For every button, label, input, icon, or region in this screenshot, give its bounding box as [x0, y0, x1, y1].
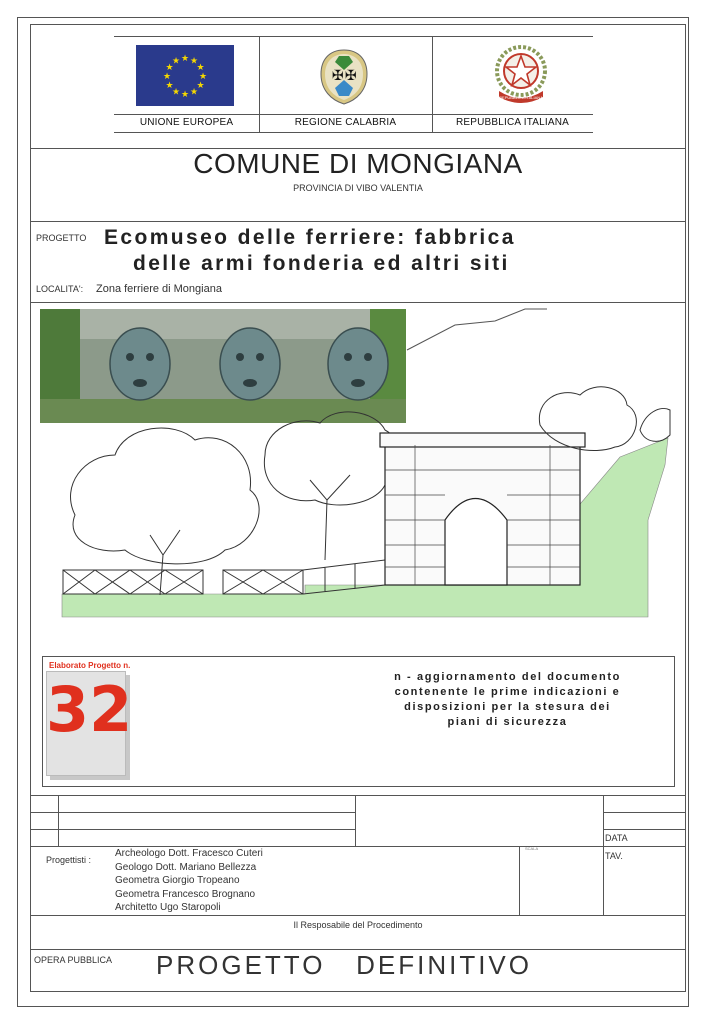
provincia-label: PROVINCIA DI VIBO VALENTIA [293, 183, 423, 193]
calabria-crest-icon [319, 48, 369, 106]
team-member: Architetto Ugo Staropoli [115, 902, 221, 913]
tav-label: TAV. [605, 851, 623, 861]
description-line: n - aggiornamento del documento [394, 671, 621, 683]
localita-label: LOCALITA': [36, 284, 84, 294]
svg-text:★: ★ [189, 56, 199, 67]
svg-text:★: ★ [196, 63, 205, 73]
progetto-label: PROGETTO [36, 233, 87, 243]
comune-title: COMUNE DI MONGIANA [193, 148, 523, 179]
svg-text:★: ★ [196, 81, 205, 91]
logo-label-eu: UNIONE EUROPEA [139, 117, 234, 128]
svg-text:✠: ✠ [345, 68, 357, 84]
svg-text:★: ★ [171, 87, 181, 98]
project-title-line1: Ecomuseo delle ferriere: fabbrica [104, 226, 516, 249]
svg-text:★: ★ [189, 87, 199, 98]
elaborato-description [365, 670, 650, 730]
description-line: disposizioni per la stesura dei [404, 701, 611, 713]
svg-text:★: ★ [165, 81, 174, 91]
svg-text:★: ★ [162, 72, 172, 82]
responsabile-label: Il Resposabile del Procedimento [293, 920, 423, 930]
elaborato-number: 32 [46, 673, 133, 746]
eu-flag-icon [136, 45, 234, 106]
logo-header [114, 36, 593, 132]
progettisti-label: Progettisti : [46, 855, 92, 865]
project-title-line2: delle armi fonderia ed altri siti [133, 252, 510, 275]
site-elevation-drawing [55, 305, 673, 623]
svg-text:✠: ✠ [332, 68, 344, 84]
description-line: contenente le prime indicazioni e [394, 686, 621, 698]
svg-text:★: ★ [171, 56, 181, 67]
svg-text:★: ★ [180, 90, 190, 100]
team-member: Geologo Dott. Mariano Bellezza [115, 861, 257, 873]
opera-pubblica-label: OPERA PUBBLICA [34, 955, 113, 965]
svg-text:★: ★ [165, 63, 174, 73]
team-member: Geometra Francesco Brognano [115, 888, 256, 900]
svg-text:★: ★ [198, 72, 208, 82]
logo-label-calabria: REGIONE CALABRIA [294, 117, 397, 128]
emblem-ribbon-text: REPUBBLICA ITALIANA [499, 95, 543, 100]
team-list [115, 847, 263, 915]
team-member: Geometra Giorgio Tropeano [115, 875, 240, 886]
svg-text:★: ★ [180, 54, 190, 64]
description-line: piani di sicurezza [447, 716, 568, 728]
scala-label: SCALA [525, 846, 539, 851]
progetto-definitivo-title: PROGETTO DEFINITIVO [156, 950, 532, 980]
localita-value: Zona ferriere di Mongiana [96, 283, 222, 295]
team-member: Archeologo Dott. Fracesco Cuteri [115, 848, 263, 859]
data-label: DATA [605, 833, 628, 843]
elaborato-label: Elaborato Progetto n. [49, 661, 131, 670]
logo-label-italia: REPUBBLICA ITALIANA [455, 117, 570, 128]
